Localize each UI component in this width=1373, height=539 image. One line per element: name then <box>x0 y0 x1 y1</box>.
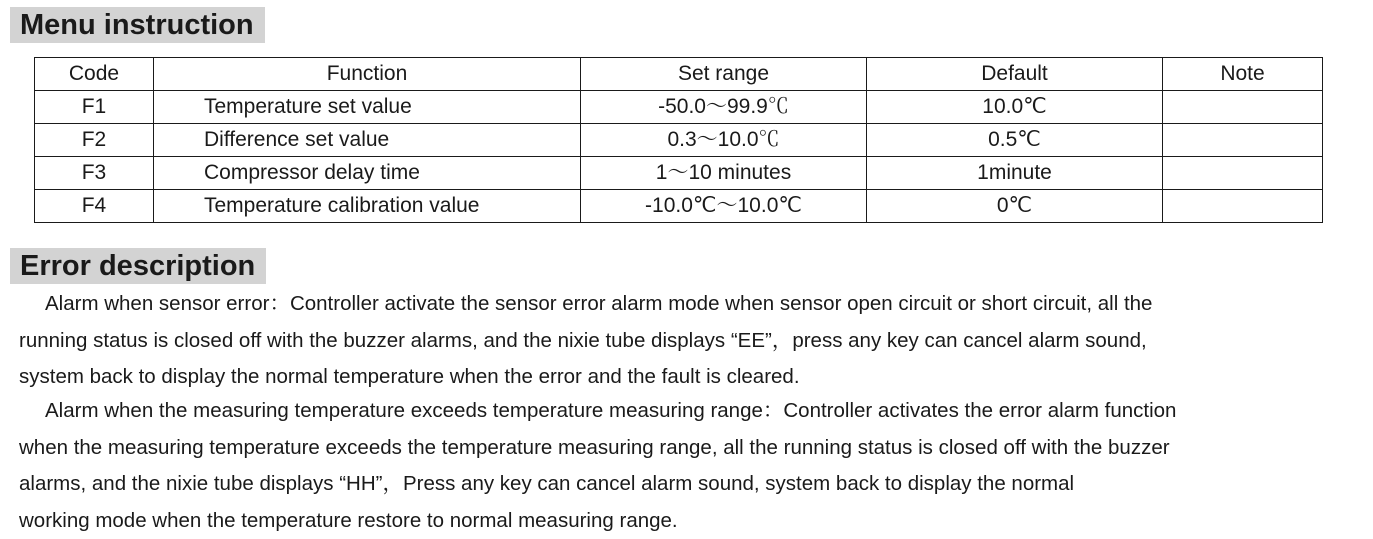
function-cell: Temperature set value <box>154 91 581 124</box>
function-cell: Difference set value <box>154 124 581 157</box>
column-header-default: Default <box>867 58 1163 91</box>
code-cell: F4 <box>35 190 154 223</box>
set-range-cell: -50.0～99.9℃ <box>581 91 867 124</box>
paragraph-line: working mode when the temperature restore to normal measuring range. <box>19 508 678 532</box>
column-header-code: Code <box>35 58 154 91</box>
error-description-heading: Error description <box>10 248 266 284</box>
code-cell: F2 <box>35 124 154 157</box>
menu-instruction-heading: Menu instruction <box>10 7 265 43</box>
note-cell <box>1163 91 1323 124</box>
table-row <box>35 124 1323 157</box>
paragraph-line: system back to display the normal temperature when the error and the fault is cleared. <box>19 365 800 388</box>
set-range-cell: -10.0℃～10.0℃ <box>581 190 867 223</box>
column-header-note: Note <box>1163 58 1323 91</box>
note-cell <box>1163 190 1323 223</box>
paragraph-line: alarms, and the nixie tube displays “HH”，Press any key can cancel alarm sound, system back to display the normal <box>19 472 1075 495</box>
paragraph-line: running status is closed off with the buzzer alarms, and the nixie tube displays “EE”，press any key can cancel alarm sound, <box>19 328 1147 352</box>
menu-table <box>34 57 1323 223</box>
paragraph-line: Alarm when the measuring temperature exceeds temperature measuring range：Controller activates the error alarm function <box>45 399 1177 422</box>
default-cell: 10.0℃ <box>867 91 1163 124</box>
default-cell: 0℃ <box>867 190 1163 223</box>
function-cell: Compressor delay time <box>154 157 581 190</box>
table-row <box>35 190 1323 223</box>
column-header-function: Function <box>154 58 581 91</box>
default-cell: 0.5℃ <box>867 124 1163 157</box>
set-range-cell: 0.3～10.0℃ <box>581 124 867 157</box>
sensor-error-paragraph <box>19 286 1371 396</box>
note-cell <box>1163 124 1323 157</box>
table-header-row <box>35 58 1323 91</box>
paragraph-line: Alarm when sensor error：Controller activate the sensor error alarm mode when sensor open circuit or short circuit, all the <box>45 292 1153 315</box>
set-range-cell: 1～10 minutes <box>581 157 867 190</box>
table-row <box>35 157 1323 190</box>
paragraph-line: when the measuring temperature exceeds the temperature measuring range, all the running status is closed off with the buzzer <box>19 435 1170 459</box>
column-header-set-range: Set range <box>581 58 867 91</box>
code-cell: F3 <box>35 157 154 190</box>
note-cell <box>1163 157 1323 190</box>
function-cell: Temperature calibration value <box>154 190 581 223</box>
code-cell: F1 <box>35 91 154 124</box>
default-cell: 1minute <box>867 157 1163 190</box>
range-error-paragraph <box>19 393 1371 539</box>
table-row <box>35 91 1323 124</box>
